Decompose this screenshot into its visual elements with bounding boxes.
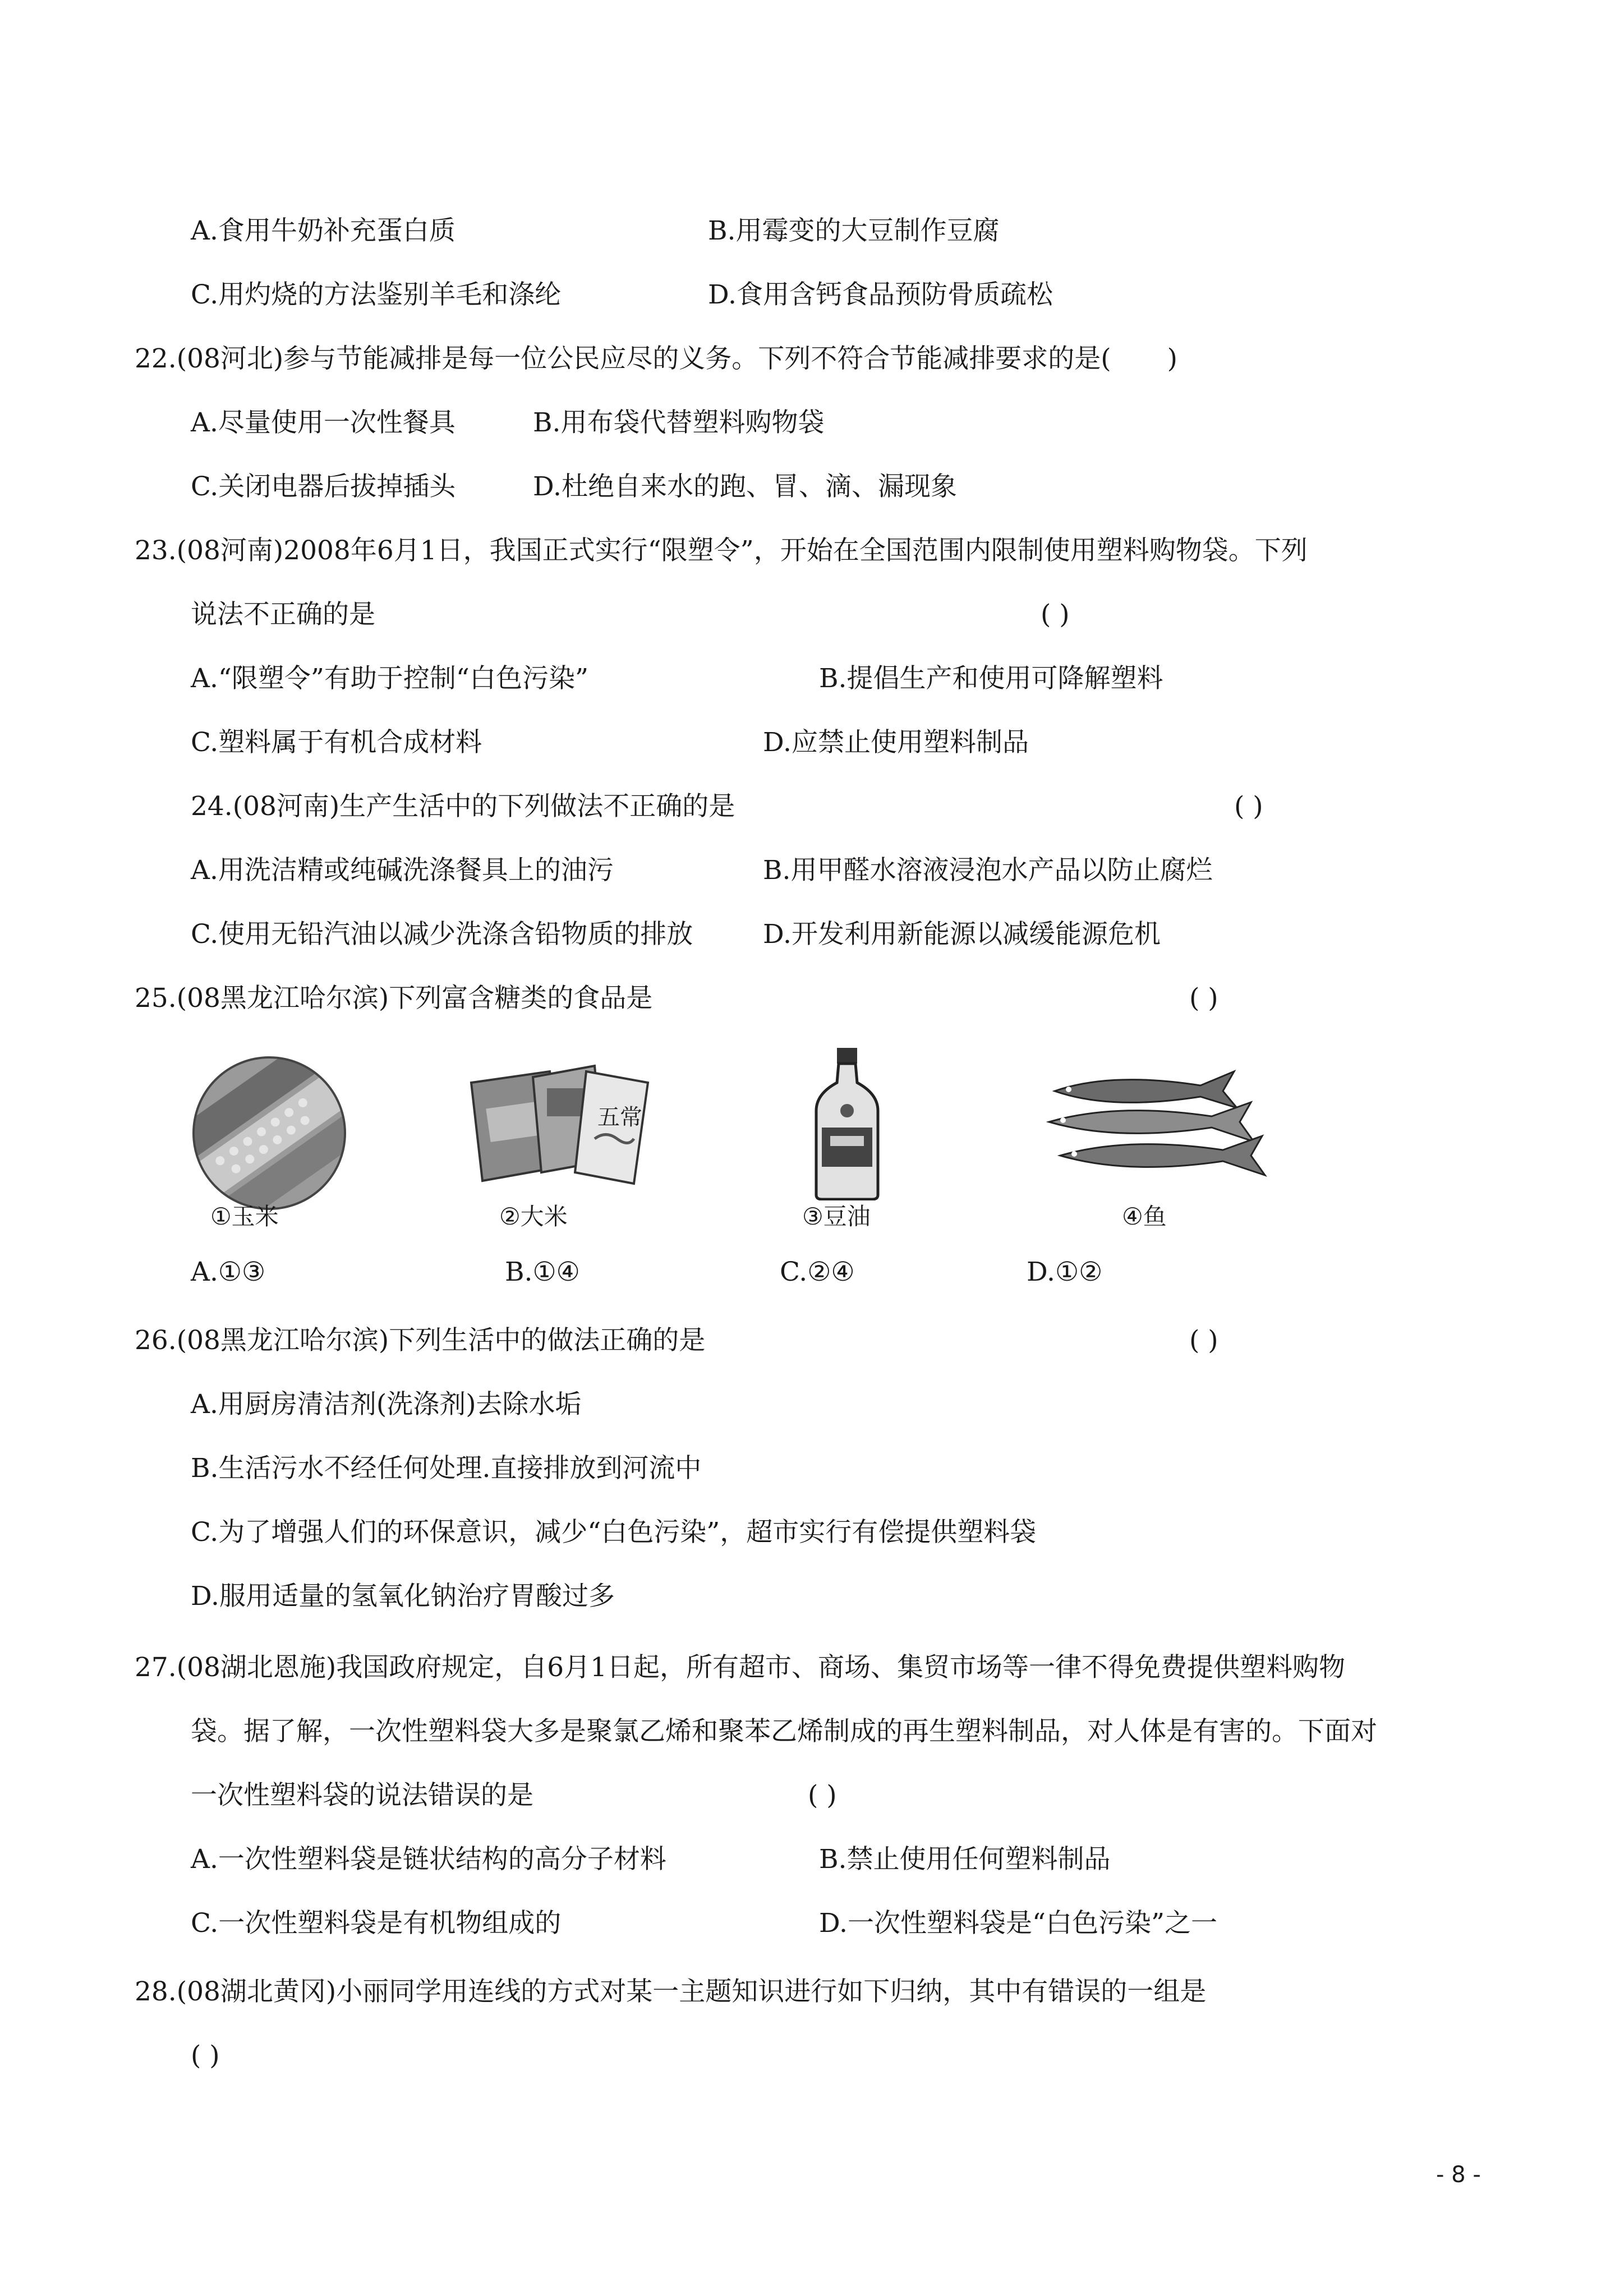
q22-option-d: D.杜绝自来水的跑、冒、滴、漏现象 [533, 471, 957, 502]
q28-answer-paren: ( ) [191, 2040, 220, 2071]
page-number: - 8 - [1436, 2162, 1481, 2188]
q26-option-a: A.用厨房清洁剂(洗涤剂)去除水垢 [191, 1389, 582, 1420]
q25-option-d: D.①② [1027, 1257, 1103, 1287]
q21-option-a: A.食用牛奶补充蛋白质 [191, 215, 456, 246]
q23-option-c: C.塑料属于有机合成材料 [191, 727, 482, 758]
caption-soy-oil: ③豆油 [802, 1203, 871, 1230]
q24-option-b: B.用甲醛水溶液浸泡水产品以防止腐烂 [763, 855, 1213, 886]
q27-answer-paren: ( ) [808, 1780, 837, 1811]
q25-answer-paren: ( ) [1189, 983, 1218, 1014]
q26-option-c: C.为了增强人们的环保意识，减少“白色污染”，超市实行有偿提供塑料袋 [191, 1517, 1037, 1548]
caption-rice: ②大米 [499, 1203, 568, 1230]
caption-fish: ④鱼 [1122, 1203, 1167, 1230]
caption-corn: ①玉米 [210, 1203, 279, 1230]
q22-option-b: B.用布袋代替塑料购物袋 [533, 407, 825, 438]
q23-option-d: D.应禁止使用塑料制品 [763, 727, 1029, 758]
q24-stem: 24.(08河南)生产生活中的下列做法不正确的是 [191, 791, 735, 822]
q27-stem-line1: 27.(08湖北恩施)我国政府规定，自6月1日起，所有超市、商场、集贸市场等一律不得免费提供塑料购物 [135, 1652, 1346, 1683]
q24-option-d: D.开发利用新能源以减缓能源危机 [763, 919, 1161, 950]
q27-option-a: A.一次性塑料袋是链状结构的高分子材料 [191, 1844, 666, 1875]
q26-option-b: B.生活污水不经任何处理.直接排放到河流中 [191, 1453, 702, 1484]
q26-stem: 26.(08黑龙江哈尔滨)下列生活中的做法正确的是 [135, 1325, 706, 1356]
corn-picture [191, 1055, 348, 1212]
q25-option-c: C.②④ [780, 1257, 855, 1287]
q23-stem-line1: 23.(08河南)2008年6月1日，我国正式实行“限塑令”，开始在全国范围内限制使用塑料购物袋。下列 [135, 535, 1308, 566]
q24-option-a: A.用洗洁精或纯碱洗涤餐具上的油污 [191, 855, 614, 886]
q22-option-a: A.尽量使用一次性餐具 [191, 407, 456, 438]
q24-option-c: C.使用无铅汽油以减少洗涤含铅物质的排放 [191, 919, 693, 950]
rice-bag-label: 五常 [597, 1105, 642, 1130]
q27-option-c: C.一次性塑料袋是有机物组成的 [191, 1908, 562, 1939]
q23-stem-line2: 说法不正确的是 [191, 599, 375, 630]
oil-bottle-picture [808, 1043, 886, 1200]
q27-stem-line3: 一次性塑料袋的说法错误的是 [191, 1780, 533, 1811]
q23-answer-paren: ( ) [1041, 599, 1070, 630]
rice-bags-picture [466, 1055, 651, 1189]
fish-picture [1043, 1060, 1268, 1189]
q25-stem: 25.(08黑龙江哈尔滨)下列富含糖类的食品是 [135, 983, 653, 1014]
q22-stem: 22.(08河北)参与节能减排是每一位公民应尽的义务。下列不符合节能减排要求的是( ) [135, 343, 1177, 374]
q28-stem: 28.(08湖北黄冈)小丽同学用连线的方式对某一主题知识进行如下归纳，其中有错误的一组是 [135, 1976, 1207, 2007]
q25-option-b: B.①④ [505, 1257, 580, 1287]
q25-option-a: A.①③ [191, 1257, 266, 1287]
q24-answer-paren: ( ) [1234, 791, 1263, 822]
q23-option-a: A.“限塑令”有助于控制“白色污染” [191, 663, 588, 694]
q26-option-d: D.服用适量的氢氧化钠治疗胃酸过多 [191, 1581, 615, 1612]
q27-stem-line2: 袋。据了解，一次性塑料袋大多是聚氯乙烯和聚苯乙烯制成的再生塑料制品，对人体是有害的。下面对 [191, 1716, 1377, 1747]
q27-option-b: B.禁止使用任何塑料制品 [819, 1844, 1111, 1875]
q27-option-d: D.一次性塑料袋是“白色污染”之一 [819, 1908, 1218, 1939]
q22-option-c: C.关闭电器后拔掉插头 [191, 471, 456, 502]
q23-option-b: B.提倡生产和使用可降解塑料 [819, 663, 1163, 694]
q21-option-c: C.用灼烧的方法鉴别羊毛和涤纶 [191, 279, 562, 310]
q21-option-d: D.食用含钙食品预防骨质疏松 [708, 279, 1053, 310]
q21-option-b: B.用霉变的大豆制作豆腐 [708, 215, 1000, 246]
q26-answer-paren: ( ) [1189, 1325, 1218, 1356]
